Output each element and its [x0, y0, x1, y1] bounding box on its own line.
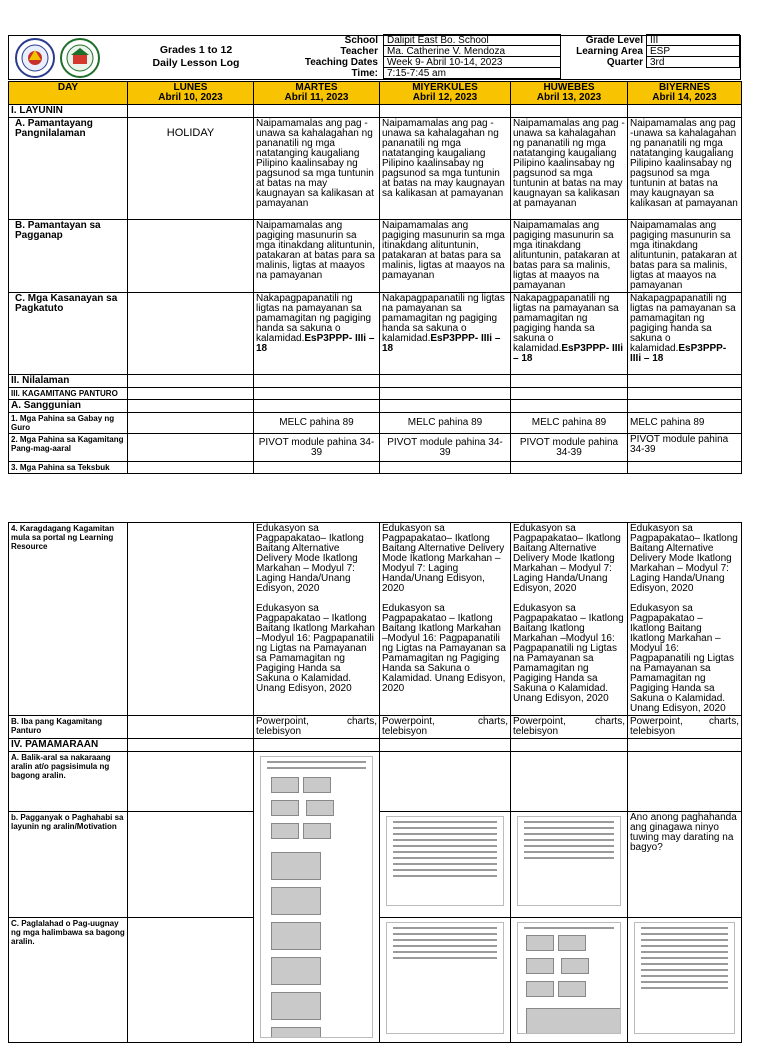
gabay-martes: MELC pahina 89: [254, 413, 380, 434]
picture-thumb: [561, 958, 589, 974]
km-biyernes: PIVOT module pahina 34-39: [628, 434, 742, 462]
picture-thumb: [526, 981, 554, 997]
day-huwebes: HUWEBES Abril 13, 2023: [511, 82, 628, 105]
pamamaraan-label: IV. PAMAMARAAN: [9, 739, 128, 752]
time-label: Time:: [351, 68, 378, 79]
pp-miyerkules: Naipamamalas ang pag -unawa sa kahalagahan ng pananatili ng mga natatanging kaugaliang Pilipino kaalinsabay ng pagsunod sa mga tuntunin at batas na may kaugnayan sa kalikasan at pamayanan: [380, 118, 511, 220]
pp-huwebes: Naipamamalas ang pag -unawa sa kahalagahan ng pananatili ng mga natatanging kaugaliang Pilipino kaalinsabay ng pagsunod sa mga tuntunin at batas na may kaugnayan sa kalikasan at pamayanan: [511, 118, 628, 220]
text-image: [634, 922, 735, 1034]
picture-thumb: [271, 922, 321, 950]
pg-label: B. Pamantayan sa Pagganap: [9, 220, 128, 293]
karagdagang-label: 4. Karagdagang Kagamitan mula sa portal ng Learning Resource: [9, 523, 128, 716]
iba-huwebes: Powerpoint, charts, telebisyon: [511, 716, 628, 739]
grade-value: III: [646, 34, 740, 46]
activity-image: [517, 816, 621, 906]
passage-image: [386, 922, 504, 1034]
row-kagamitang: [9, 388, 742, 400]
quarter-label: Quarter: [606, 57, 643, 68]
km-huwebes: PIVOT module pahina 34-39: [511, 434, 628, 462]
dates-label: Teaching Dates: [304, 57, 378, 68]
k-biyernes: Nakapagpapanatili ng ligtas na pamayanan sa pamamagitan ng pagiging handa sa sakuna o kalamidad.EsP3PPP- IIIi – 18: [628, 293, 742, 375]
deped-seal-icon: [15, 38, 55, 78]
picture-thumb: [271, 1027, 321, 1038]
quarter-value: 3rd: [646, 56, 740, 68]
lr-huwebes: Edukasyon sa Pagpapakatao– Ikatlong Baitang Alternative Delivery Mode Ikatlong Markahan – Modyul 7: Laging Handa/Unang Edisyon, 2020 Edukasyon sa Pagpapakatao – Ikatlong Baitang Ikatlong Markahan –Modyul 16: Pagpapanatili ng Ligtas na Pamayanan sa Pamamagitan ng Pagiging Handa sa Sakuna o Kalamidad. Unang Edisyon, 2020: [511, 523, 628, 716]
picture-thumb: [271, 823, 299, 839]
area-label: Learning Area: [576, 46, 643, 57]
row-gabay: [9, 413, 742, 434]
teacher-value: Ma. Catherine V. Mendoza: [383, 45, 561, 57]
row-kasanayan: [9, 293, 742, 375]
iba-miyerkules: Powerpoint, charts, telebisyon: [380, 716, 511, 739]
pagganyak-huwebes: [511, 811, 628, 917]
pg-martes: Naipamamalas ang pagiging masunurin sa mga itinakdang alituntunin, patakaran at batas para sa malinis, ligtas at maayos na pamayanan: [254, 220, 380, 293]
gabay-biyernes: MELC pahina 89: [628, 413, 742, 434]
dates-value: Week 9- Abril 10-14, 2023: [383, 56, 561, 68]
layunin-label: I. LAYUNIN: [9, 105, 128, 118]
row-kagamitang-mag-aaral: [9, 434, 742, 462]
k-miyerkules: Nakapagpapanatili ng ligtas na pamayanan sa pamamagitan ng pagiging handa sa sakuna o kalamidad.EsP3PPP- IIIi – 18: [380, 293, 511, 375]
pagganyak-label: b. Pagganyak o Paghahabi sa layunin ng aralin/Motivation: [9, 811, 128, 917]
pagganyak-miyerkules: [380, 811, 511, 917]
pp-label: A. Pamantayang Pangnilalaman: [9, 118, 128, 220]
km-miyerkules: PIVOT module pahina 34-39: [380, 434, 511, 462]
row-sanggunian: [9, 400, 742, 413]
km-martes: PIVOT module pahina 34-39: [254, 434, 380, 462]
iba-martes: Powerpoint, charts, telebisyon: [254, 716, 380, 739]
row-layunin: [9, 105, 742, 118]
pg-biyernes: Naipamamalas ang pagiging masunurin sa mga itinakdang alituntunin, patakaran at batas para sa malinis, ligtas at maayos na pamayanan: [628, 220, 742, 293]
balik-aral-label: A. Balik-aral sa nakaraang aralin at/o pagsisimula ng bagong aralin.: [9, 752, 128, 812]
kagamitang-label: III. KAGAMITANG PANTURO: [9, 388, 128, 400]
teksbuk-label: 3. Mga Pahina sa Teksbuk: [9, 462, 128, 474]
picture-thumb: [526, 1008, 621, 1034]
row-karagdagang: [9, 523, 742, 716]
kasanayan-label: C. Mga Kasanayan sa Pagkatuto: [9, 293, 128, 375]
area-value: ESP: [646, 45, 740, 57]
gabay-huwebes: MELC pahina 89: [511, 413, 628, 434]
picture-thumb: [303, 777, 331, 793]
nilalaman-label: II. Nilalaman: [9, 375, 128, 388]
iba-biyernes: Powerpoint, charts, telebisyon: [628, 716, 742, 739]
pg-miyerkules: Naipamamalas ang pagiging masunurin sa mga itinakdang alituntunin, patakaran at batas para sa malinis, ligtas at maayos na pamayanan: [380, 220, 511, 293]
picture-thumb: [271, 887, 321, 915]
lr-biyernes: Edukasyon sa Pagpapakatao– Ikatlong Baitang Alternative Delivery Mode Ikatlong Markahan – Modyul 7: Laging Handa/Unang Edisyon, 2020 Edukasyon sa Pagpapakatao – Ikatlong Baitang Ikatlong Markahan –Modyul 16: Pagpapanatili ng Ligtas na Pamayanan sa Pamamagitan ng Pagiging Handa sa Sakuna o Kalamidad. Unang Edisyon, 2020: [628, 523, 742, 716]
time-value: 7:15-7:45 am: [383, 67, 561, 79]
paglalahad-label: C. Paglalahad o Pag-uugnay ng mga halimbawa sa bagong aralin.: [9, 917, 128, 1042]
row-pamamaraan: [9, 739, 742, 752]
picture-thumb: [526, 935, 554, 951]
lesson-table-top: [8, 81, 742, 474]
day-lunes: LUNES Abril 10, 2023: [128, 82, 254, 105]
pagganyak-biyernes: Ano anong paghahanda ang ginagawa ninyo tuwing may darating na bagyo?: [628, 811, 742, 917]
grade-label: Grade Level: [585, 35, 643, 46]
picture-thumb: [271, 777, 299, 793]
title-line2: Daily Lesson Log: [152, 57, 240, 69]
picture-thumb: [271, 852, 321, 880]
picture-thumb: [526, 958, 554, 974]
kagamitang-mag-aaral-label: 2. Mga Pahina sa Kagamitang Pang-mag-aaral: [9, 434, 128, 462]
row-pamantayan-pagganap: [9, 220, 742, 293]
picture-thumb: [271, 992, 321, 1020]
row-nilalaman: [9, 375, 742, 388]
day-header-row: [9, 82, 742, 105]
holiday-text: HOLIDAY: [128, 118, 254, 220]
row-pamantayang-pangnilalaman: [9, 118, 742, 220]
day-martes: MARTES Abril 11, 2023: [254, 82, 380, 105]
school-label: School: [344, 35, 378, 46]
k-martes: Nakapagpapanatili ng ligtas na pamayanan sa pamamagitan ng pagiging handa sa sakuna o kalamidad.EsP3PPP- IIIi – 18: [254, 293, 380, 375]
gabay-label: 1. Mga Pahina sa Gabay ng Guro: [9, 413, 128, 434]
lr-martes: Edukasyon sa Pagpapakatao– Ikatlong Baitang Alternative Delivery Mode Ikatlong Markahan – Modyul 7: Laging Handa/Unang Edisyon, 2020 Edukasyon sa Pagpapakatao – Ikatlong Baitang Ikatlong Markahan –Modyul 16: Pagpapanatili ng Ligtas na Pamayanan sa Pamamagitan ng Pagiging Handa sa Sakuna o Kalamidad. Unang Edisyon, 2020: [254, 523, 380, 716]
picture-thumb: [271, 800, 299, 816]
day-biyernes: BIYERNES Abril 14, 2023: [628, 82, 742, 105]
title-line1: Grades 1 to 12: [159, 44, 233, 56]
pg-huwebes: Naipamamalas ang pagiging masunurin sa mga itinakdang alituntunin, patakaran at batas para sa malinis, ligtas at maayos na pamayanan: [511, 220, 628, 293]
sanggunian-label: A. Sanggunian: [9, 400, 128, 413]
picture-thumb: [558, 935, 586, 951]
document-title: [142, 44, 250, 70]
day-miyerkules: MIYERKULES Abril 12, 2023: [380, 82, 511, 105]
picture-thumb: [306, 800, 334, 816]
picture-thumb: [271, 957, 321, 985]
pp-biyernes: Naipamamalas ang pag -unawa sa kahalagahan ng pananatili ng mga natatanging kaugaliang Pilipino kaalinsabay ng pagsunod sa mga tuntunin at batas na may kaugnayan sa kalikasan at pamayanan: [628, 118, 742, 220]
iba-pang-label: B. Iba pang Kagamitang Panturo: [9, 716, 128, 739]
lesson-table-bottom: [8, 522, 742, 1043]
picture-thumb: [558, 981, 586, 997]
row-teksbuk: [9, 462, 742, 474]
k-huwebes: Nakapagpapanatili ng ligtas na pamayanan sa pamamagitan ng pagiging handa sa sakuna o kalamidad.EsP3PPP- IIIi – 18: [511, 293, 628, 375]
worksheet-image: [260, 756, 373, 1038]
pictures-image: [517, 922, 621, 1034]
passage-image: [386, 816, 504, 906]
row-balik-aral: [9, 752, 742, 812]
school-value: Dalipit East Bo. School: [383, 34, 561, 46]
day-label: DAY: [9, 82, 128, 105]
lr-miyerkules: Edukasyon sa Pagpapakatao– Ikatlong Baitang Alternative Delivery Mode Ikatlong Markahan – Modyul 7: Laging Handa/Unang Edisyon, 2020 Edukasyon sa Pagpapakatao – Ikatlong Baitang Ikatlong Markahan –Modyul 16: Pagpapanatili ng Ligtas na Pamayanan sa Pamamagitan ng Pagiging Handa sa Sakuna o Kalamidad. Unang Edisyon, 2020: [380, 523, 511, 716]
worksheet-martes: [254, 752, 380, 1043]
teacher-label: Teacher: [340, 46, 378, 57]
gabay-miyerkules: MELC pahina 89: [380, 413, 511, 434]
school-logo-icon: [60, 38, 100, 78]
row-iba-pang: [9, 716, 742, 739]
picture-thumb: [303, 823, 331, 839]
pp-martes: Naipamamalas ang pag -unawa sa kahalagahan ng pananatili ng mga natatanging kaugaliang Pilipino kaalinsabay ng pagsunod sa mga tuntunin at batas na may kaugnayan sa kalikasan at pamayanan: [254, 118, 380, 220]
